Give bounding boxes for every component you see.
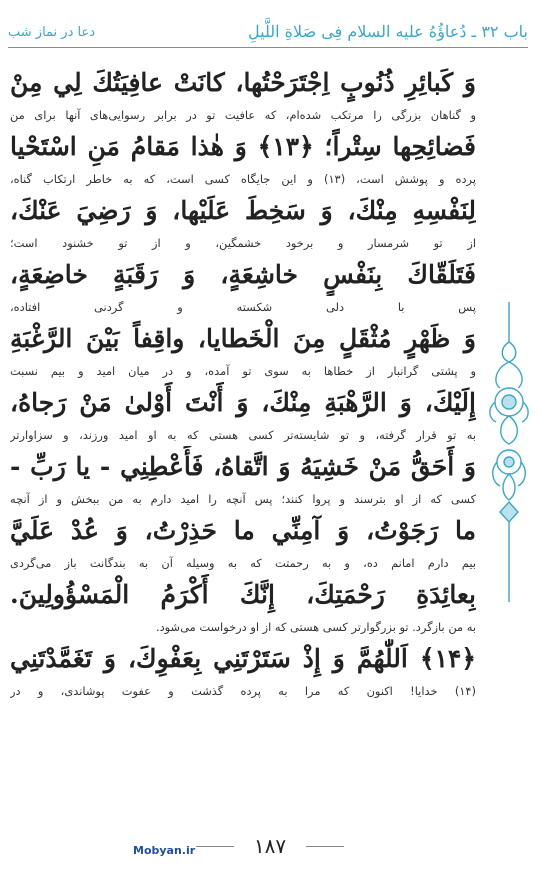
arabic-line: فَتَلَقّاكَ بِنَفْسٍ خاشِعَةٍ، وَ رَقَبَةٍ خاضِعَةٍ، (10, 260, 476, 289)
translation-line: بیم دارم امانم ده، و به رحمتت که به وسیله آن به بندگانت باز می‌گردی (10, 556, 476, 570)
arabic-line: ما رَجَوْتُ، وَ آمِنِّي ما حَذِرْتُ، وَ عُدْ عَلَيَّ (10, 516, 476, 545)
arabic-line: فَضائِحِها سِتْراً؛ ﴿۱۳﴾ وَ هٰذا مَقامُ مَنِ اسْتَحْيا (10, 132, 476, 161)
arabic-line: ﴿۱۴﴾ اَللّٰهُمَّ وَ إِذْ سَتَرْتَنِي بِعَفْوِكَ، وَ تَغَمَّدْتَنِي (10, 644, 476, 673)
footer-flourish-left (196, 846, 234, 847)
translation-line: پس با دلی شکسته و گردنی افتاده، (10, 300, 476, 314)
margin-ornament-icon (486, 302, 532, 602)
arabic-line: وَ كَبائِرِ ذُنُوبٍ اِجْتَرَحْتُها، كانَتْ عافِيَتُكَ لِي مِنْ (10, 68, 476, 97)
section-subtitle: دعا در نماز شب (8, 25, 96, 40)
translation-line: پرده و پوشش است، (۱۳) و این جایگاه کسی است، که به خاطر ارتکاب گناه، (10, 172, 476, 186)
arabic-line: وَ أَحَقُّ مَنْ خَشِيَهُ وَ اتَّقاهُ، فَأَعْطِنِي - يا رَبِّ - (10, 452, 476, 481)
translation-line: به من بازگرد. تو بزرگوارتر کسی هستی که از او درخواست می‌شود. (155, 620, 476, 634)
chapter-title: باب ۳۲ ـ دُعاؤُهُ عليه السلام فِی صَلاةِ اللَّيلِ (248, 22, 528, 41)
page-number: ۱۸۷ (253, 834, 287, 858)
translation-line: و پشتی گرانبار از خطاها به سوی تو آمده، و در میان امید و بیم نسبت (10, 364, 476, 378)
header-rule (8, 47, 528, 48)
prayer-text (10, 62, 476, 702)
arabic-line: إِلَيْكَ، وَ الرَّهْبَةِ مِنْكَ، وَ أَنْتَ أَوْلىٰ مَنْ رَجاهُ، (10, 388, 476, 417)
translation-line: (۱۴) خدایا! اکنون که مرا به پرده گذشت و عفوت پوشاندی، و در (10, 684, 476, 698)
translation-line: کسی که از او بترسند و پروا کنند؛ پس آنچه را امید دارم به من ببخش و از آنچه (10, 492, 476, 506)
arabic-line: بِعائِدَةِ رَحْمَتِكَ، إِنَّكَ أَكْرَمُ الْمَسْؤُولِينَ. (10, 580, 476, 609)
arabic-line: وَ ظَهْرٍ مُثْقَلٍ مِنَ الْخَطايا، واقِفاً بَيْنَ الرَّغْبَةِ (10, 324, 476, 353)
translation-line: و گناهان بزرگی را مرتکب شده‌ام، که عافیت تو در برابر رسوایی‌های آنها برای من (10, 108, 476, 122)
site-watermark[interactable]: Mobyan.ir (133, 844, 196, 857)
footer-flourish-right (306, 846, 344, 847)
translation-line: از تو شرمسار و برخود خشمگین، و از تو خشنود است؛ (10, 236, 476, 250)
page-header (8, 22, 528, 48)
page-footer (0, 832, 540, 866)
translation-line: به تو قرار گرفته، و تو شایسته‌تر کسی هستی که به او امید ورزند، و سزاوارتر (10, 428, 476, 442)
arabic-line: لِنَفْسِهِ مِنْكَ، وَ سَخِطَ عَلَيْها، وَ رَضِيَ عَنْكَ، (10, 196, 476, 225)
